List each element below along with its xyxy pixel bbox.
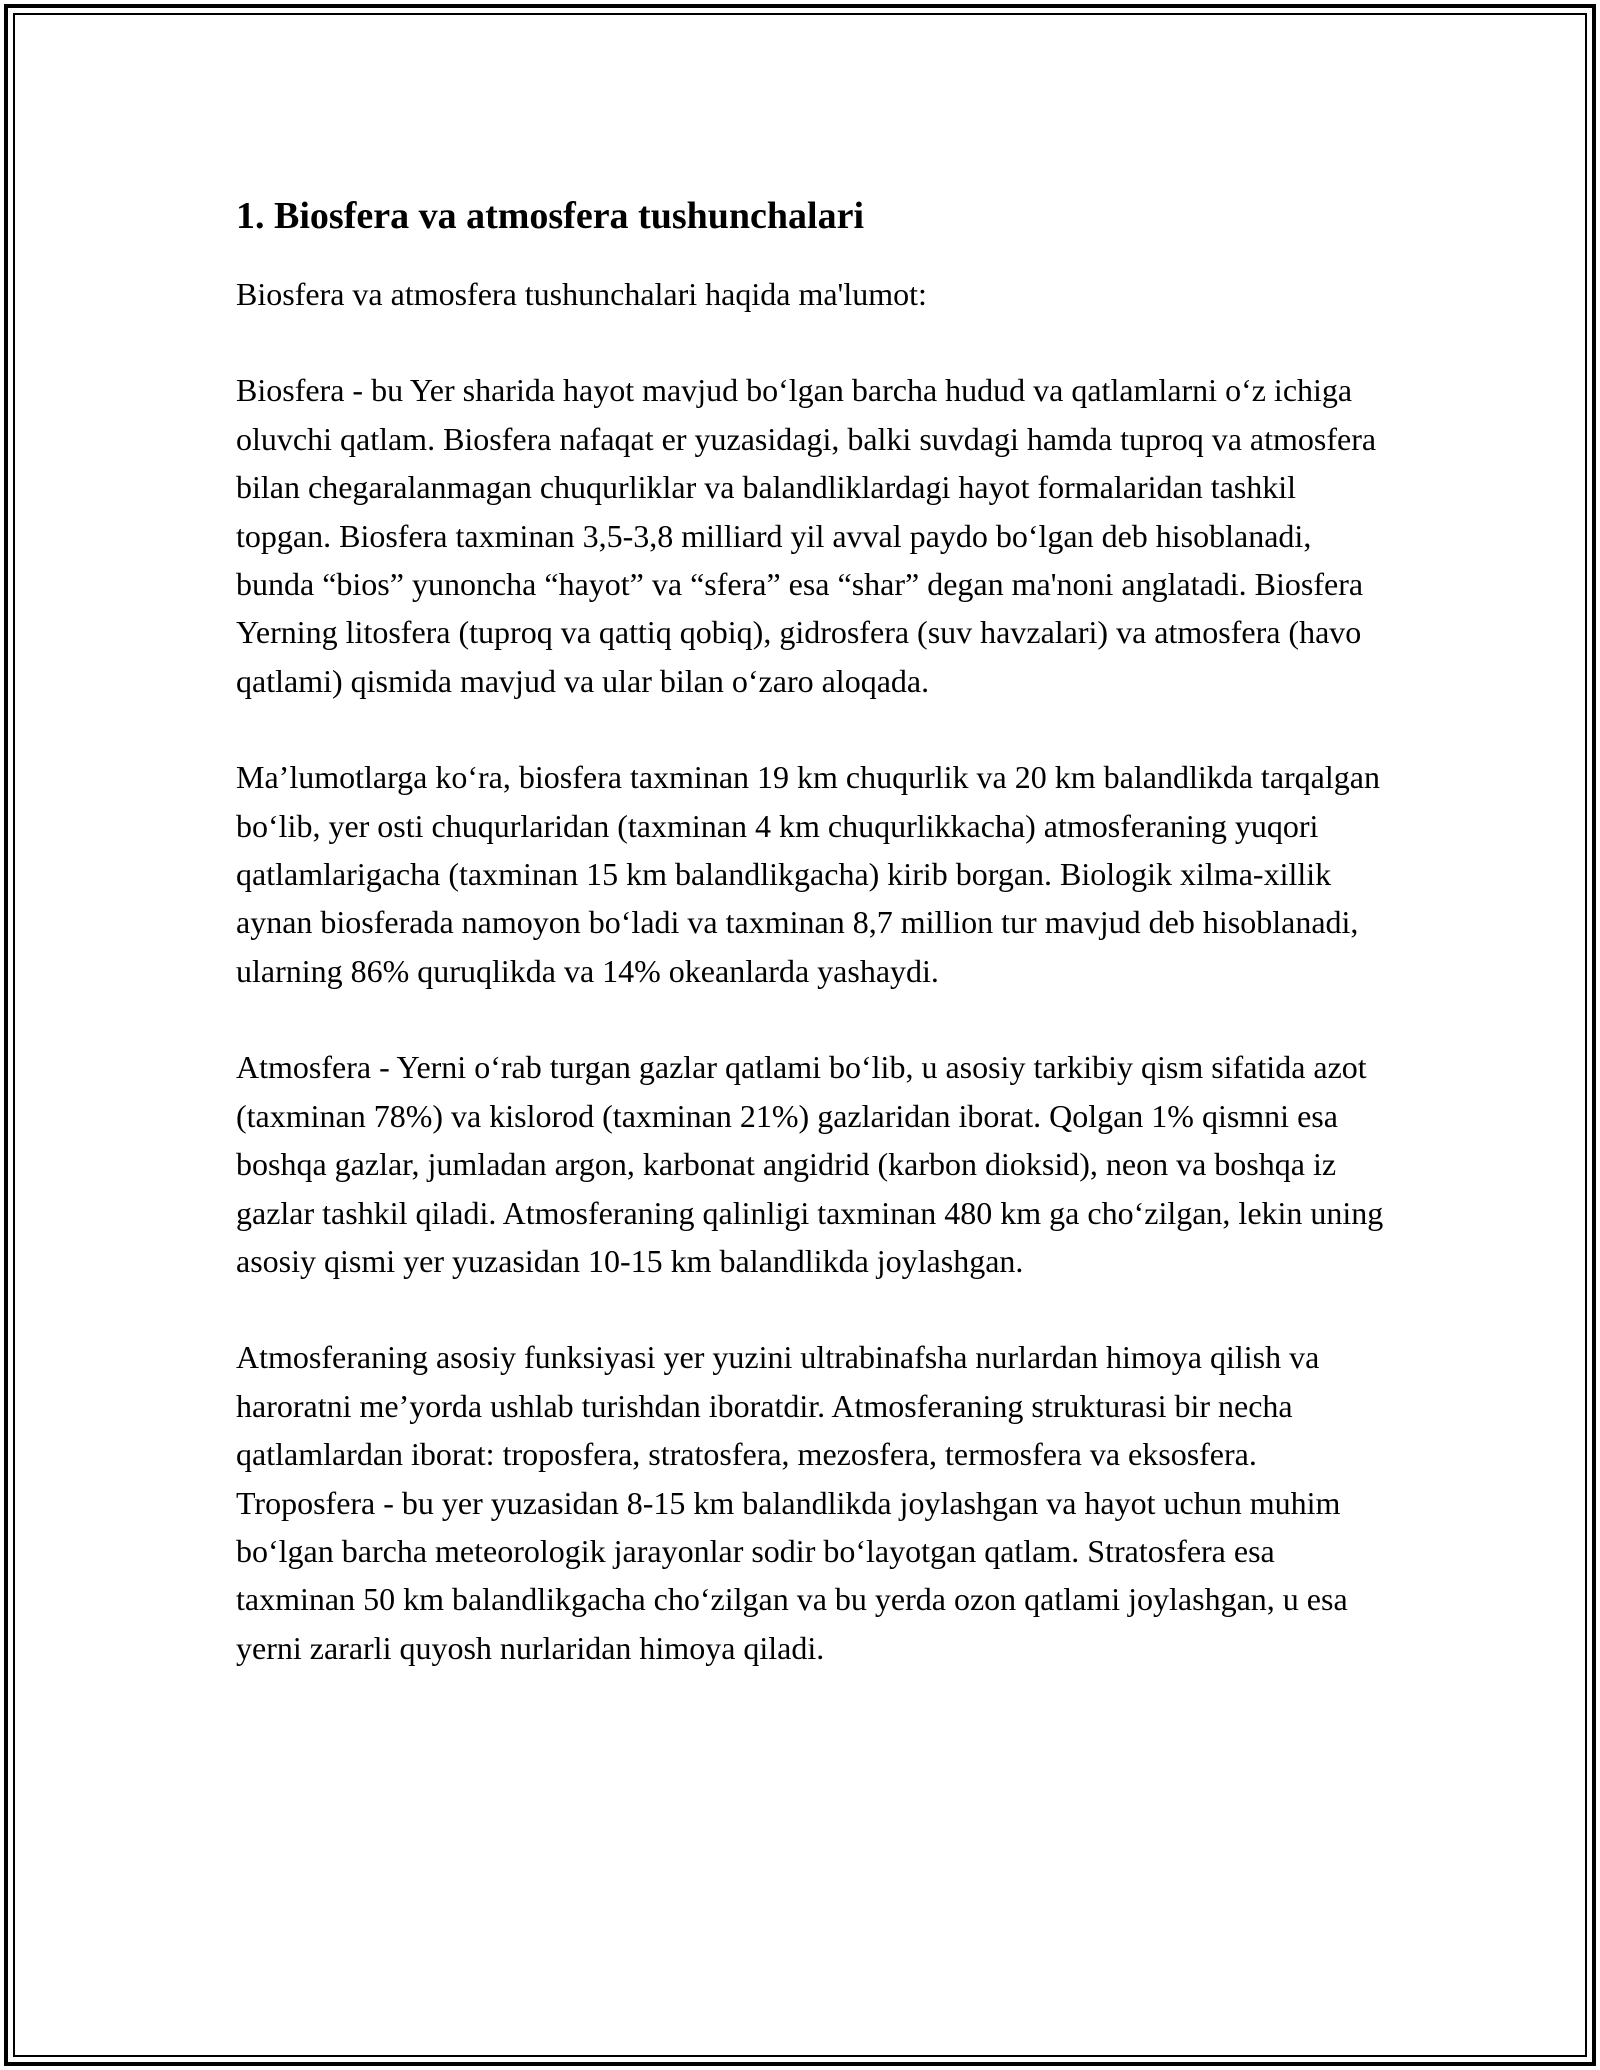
atmosphere-function-paragraph: Atmosferaning asosiy funksiyasi yer yuzini ultrabinafsha nurlardan himoya qilish va haroratni me’yorda ushlab turishdan iboratdir. Atmosferaning strukturasi bir necha qatlamlardan iborat: troposfera, stratosfera, mezosfera, termosfera va eksosfera. Troposfera - bu yer yuzasidan 8-15 km balandlikda joylashgan va hayot uchun muhim bo‘lgan barcha meteorologik jarayonlar sodir bo‘layotgan qatlam. Stratosfera esa taxminan 50 km balandlikgacha cho‘zilgan va bu yerda ozon qatlami joylashgan, u esa yerni zararli quyosh nurlaridan himoya qiladi. bbox=[236, 1339, 1348, 1666]
document-body bbox=[236, 186, 1386, 1720]
section-title: 1. Biosfera va atmosfera tushunchalari bbox=[236, 195, 865, 237]
biosphere-definition-paragraph: Biosfera - bu Yer sharida hayot mavjud bo‘lgan barcha hudud va qatlamlarni o‘z ichiga oluvchi qatlam. Biosfera nafaqat er yuzasidagi, balki suvdagi hamda tuproq va atmosfera bilan chegaralanmagan chuqurliklar va balandliklardagi hayot formalaridan tashkil topgan. Biosfera taxminan 3,5-3,8 milliard yil avval paydo bo‘lgan deb hisoblanadi, bunda “bios” yunoncha “hayot” va “sfera” esa “shar” degan ma'noni anglatadi. Biosfera Yerning litosfera (tuproq va qattiq qobiq), gidrosfera (suv havzalari) va atmosfera (havo qatlami) qismida mavjud va ular bilan o‘zaro aloqada. bbox=[236, 372, 1377, 699]
biosphere-extent-paragraph: Ma’lumotlarga ko‘ra, biosfera taxminan 19 km chuqurlik va 20 km balandlikda tarqalgan bo‘lib, yer osti chuqurlaridan (taxminan 4 km chuqurlikkacha) atmosferaning yuqori qatlamlarigacha (taxminan 15 km balandlikgacha) kirib borgan. Biologik xilma-xillik aynan biosferada namoyon bo‘ladi va taxminan 8,7 million tur mavjud deb hisoblanadi, ularning 86% quruqlikda va 14% okeanlarda yashaydi. bbox=[236, 759, 1380, 989]
atmosphere-composition-paragraph: Atmosfera - Yerni o‘rab turgan gazlar qatlami bo‘lib, u asosiy tarkibiy qism sifatida azot (taxminan 78%) va kislorod (taxminan 21%) gazlaridan iborat. Qolgan 1% qismni esa boshqa gazlar, jumladan argon, karbonat angidrid (karbon dioksid), neon va boshqa iz gazlar tashkil qiladi. Atmosferaning qalinligi taxminan 480 km ga cho‘zilgan, lekin uning asosiy qismi yer yuzasidan 10-15 km balandlikda joylashgan. bbox=[236, 1049, 1384, 1279]
intro-paragraph: Biosfera va atmosfera tushunchalari haqida ma'lumot: bbox=[236, 276, 927, 312]
